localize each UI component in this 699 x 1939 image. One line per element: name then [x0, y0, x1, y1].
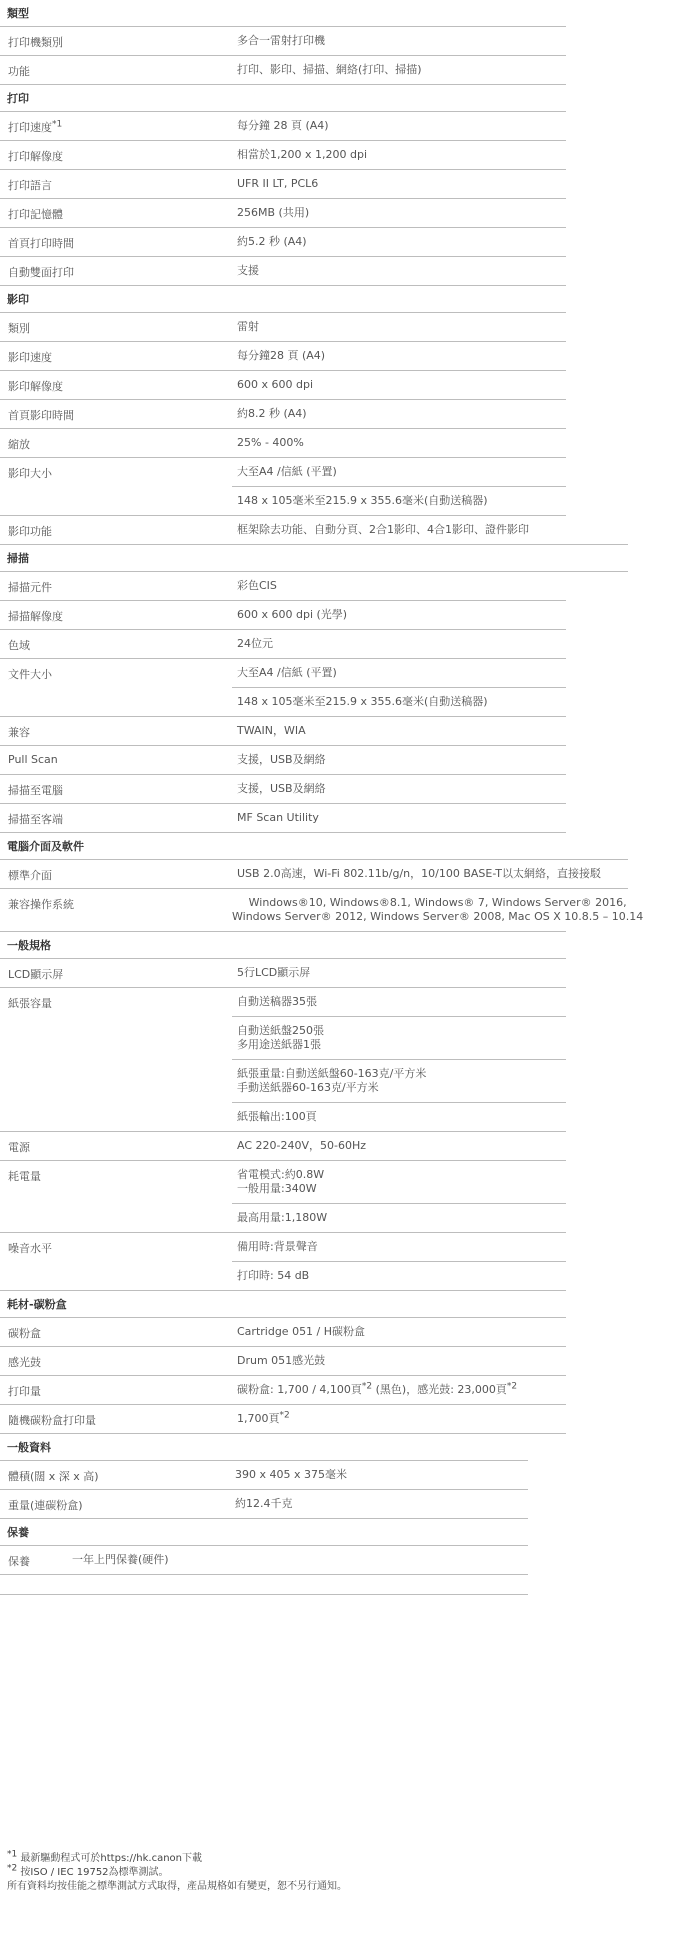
- spec-row: [0, 746, 566, 775]
- spec-row: [0, 601, 566, 630]
- spec-label: 影印解像度: [8, 380, 63, 393]
- spec-label: 自動雙面打印: [8, 266, 74, 279]
- spec-label: 影印大小: [8, 467, 52, 480]
- spec-row: [0, 1318, 566, 1347]
- spec-value: 148 x 105毫米至215.9 x 355.6毫米(自動送稿器): [232, 687, 566, 716]
- spec-label: 類別: [8, 322, 30, 335]
- spec-label: 電源: [8, 1141, 30, 1154]
- spec-value: 彩色CIS: [237, 579, 277, 592]
- footnote-2: $^{*2}$ 按ISO / IEC 19752為標準測試。: [7, 1863, 169, 1878]
- spec-value: Cartridge 051 / H碳粉盒: [237, 1325, 366, 1338]
- spec-value: 框架除去功能、自動分頁、2合1影印、4合1影印、證件影印: [237, 523, 529, 536]
- spec-label: 碳粉盒: [8, 1327, 41, 1340]
- spacer-row: [0, 1575, 528, 1595]
- section-header-copy: 影印: [0, 286, 566, 313]
- spec-label: 保養: [8, 1555, 30, 1568]
- spec-label: 重量(連碳粉盒): [8, 1499, 83, 1512]
- spec-label: 隨機碳粉盒打印量: [8, 1414, 96, 1427]
- spec-label: 打印機類別: [8, 36, 63, 49]
- spec-value: 約8.2 秒 (A4): [237, 407, 307, 420]
- spec-value: 紙張輸出:100頁: [232, 1102, 566, 1131]
- spec-label: 耗電量: [8, 1170, 41, 1183]
- spec-row: [0, 775, 566, 804]
- spec-row: [0, 1490, 528, 1519]
- spec-value: 自動送紙盤250張 多用途送紙器1張: [232, 1016, 566, 1059]
- spec-label: 影印功能: [8, 525, 52, 538]
- spec-label: 首頁打印時間: [8, 237, 74, 250]
- spec-value: 600 x 600 dpi (光學): [237, 608, 348, 621]
- spec-value: 支援: [237, 264, 259, 277]
- footnote-mark: *1: [52, 119, 63, 130]
- spec-value: 148 x 105毫米至215.9 x 355.6毫米(自動送稿器): [232, 486, 566, 515]
- spec-row: [0, 630, 566, 659]
- spec-row: [0, 112, 566, 141]
- spec-label: 打印量: [8, 1385, 41, 1398]
- spec-value: 5行LCD顯示屏: [237, 966, 311, 979]
- spec-row: [0, 717, 566, 746]
- footnote-mark: *2: [361, 1381, 373, 1392]
- spec-label: 縮放: [8, 438, 30, 451]
- spec-row: [0, 1161, 566, 1233]
- spec-row: [0, 516, 628, 545]
- spec-label: 掃描解像度: [8, 610, 63, 623]
- spec-row: [0, 228, 566, 257]
- spec-row: [0, 804, 566, 833]
- spec-label: 功能: [8, 65, 30, 78]
- spec-value: 打印時: 54 dB: [232, 1261, 566, 1290]
- spec-row: [0, 959, 566, 988]
- spec-row: [0, 889, 644, 932]
- spec-label: 掃描至電腦: [8, 784, 63, 797]
- spec-label: 兼容操作系統: [8, 898, 74, 911]
- spec-value: MF Scan Utility: [237, 811, 319, 824]
- spec-value: UFR II LT, PCL6: [237, 177, 319, 190]
- spec-value: 大至A4 /信紙 (平置): [237, 465, 337, 478]
- spec-value: 600 x 600 dpi: [237, 378, 314, 391]
- spec-value: 約5.2 秒 (A4): [237, 235, 307, 248]
- spec-row: [0, 1376, 566, 1405]
- spec-value: 支援，USB及網絡: [237, 782, 326, 795]
- spec-label: 紙張容量: [8, 997, 52, 1010]
- section-header-type: 類型: [0, 0, 566, 27]
- spec-value: 備用時:背景聲音: [237, 1240, 318, 1253]
- spec-value: 相當於1,200 x 1,200 dpi: [237, 148, 368, 161]
- spec-value: Drum 051感光鼓: [237, 1354, 326, 1367]
- spec-value: 256MB (共用): [237, 206, 310, 219]
- section-header-general: 一般規格: [0, 932, 566, 959]
- spec-label: 掃描至客端: [8, 813, 63, 826]
- spec-label: 打印記憶體: [8, 208, 63, 221]
- spec-value: TWAIN，WIA: [237, 724, 306, 737]
- spec-label: 打印語言: [8, 179, 52, 192]
- spec-value: 多合一雷射打印機: [237, 34, 325, 47]
- section-header-consumables: 耗材-碳粉盒: [0, 1291, 566, 1318]
- section-header-general-info: 一般資料: [0, 1434, 528, 1461]
- spec-label: 打印解像度: [8, 150, 63, 163]
- spec-label: 打印速度$^{*1}$: [8, 119, 63, 134]
- spec-value: 紙張重量:自動送紙盤60-163克/平方米 手動送紙器60-163克/平方米: [232, 1059, 566, 1102]
- spec-label: 文件大小: [8, 668, 52, 681]
- spec-row: [0, 988, 566, 1132]
- footnote-1: $^{*1}$ 最新驅動程式可於https://hk.canon下載: [7, 1849, 202, 1864]
- spec-value: 390 x 405 x 375毫米: [235, 1468, 347, 1481]
- spec-label: 標準介面: [8, 869, 52, 882]
- spec-row: [0, 199, 566, 228]
- spec-value: 支援，USB及網絡: [237, 753, 326, 766]
- spec-row: [0, 56, 566, 85]
- spec-value: 打印、影印、掃描、網絡(打印、掃描): [237, 63, 422, 76]
- footnote-mark: *2: [279, 1410, 290, 1421]
- spec-value: 雷射: [237, 320, 259, 333]
- spec-row: [0, 572, 566, 601]
- spec-row: [0, 1347, 566, 1376]
- spec-row: [0, 429, 566, 458]
- spec-row: [0, 1132, 566, 1161]
- spec-value: 大至A4 /信紙 (平置): [237, 666, 337, 679]
- spec-value: 1,700頁$^{*2}$: [237, 1410, 290, 1425]
- spec-row: [0, 1546, 528, 1575]
- spec-row: [0, 170, 566, 199]
- spec-row: [0, 659, 566, 717]
- spec-row: [0, 371, 566, 400]
- spec-value: 碳粉盒: 1,700 / 4,100頁$^{*2}$ (黑色)，感光鼓: 23,000頁$^{*2}$: [237, 1381, 518, 1396]
- spec-row: [0, 27, 566, 56]
- spec-value: AC 220-240V，50-60Hz: [237, 1139, 367, 1152]
- section-header-interface: 電腦介面及軟件: [0, 833, 628, 860]
- spec-value: USB 2.0高速，Wi-Fi 802.11b/g/n，10/100 BASE-T以太網絡，直接接駁: [237, 867, 602, 880]
- spec-label: 噪音水平: [8, 1242, 52, 1255]
- spec-value: 每分鐘28 頁 (A4): [237, 349, 326, 362]
- spec-value: 省電模式:約0.8W 一般用量:340W: [237, 1168, 325, 1195]
- spec-value: Windows®10, Windows®8.1, Windows® 7, Windows Server® 2016, Windows Server® 2012, Windows Server® 2008, Mac OS X 10.8.5 – 10.14: [232, 896, 644, 923]
- spec-label: 體積(闊 x 深 x 高): [8, 1470, 99, 1483]
- spec-label: 色域: [8, 639, 30, 652]
- spec-value: 24位元: [237, 637, 273, 650]
- section-header-warranty: 保養: [0, 1519, 528, 1546]
- spec-row: [0, 313, 566, 342]
- footnote-disclaimer: 所有資料均按佳能之標準測試方式取得，產品規格如有變更，恕不另行通知。: [7, 1881, 347, 1892]
- spec-row: [0, 458, 566, 516]
- spec-row: [0, 860, 628, 889]
- spec-row: [0, 1233, 566, 1291]
- spec-value: 自動送稿器35張: [237, 995, 317, 1008]
- spec-label: 兼容: [8, 726, 30, 739]
- spec-value: 約12.4千克: [235, 1497, 293, 1510]
- spec-label: Pull Scan: [8, 753, 58, 766]
- spec-value: 每分鐘 28 頁 (A4): [237, 119, 329, 132]
- spec-label: LCD顯示屏: [8, 968, 64, 981]
- spec-value: 一年上門保養(硬件): [72, 1553, 169, 1566]
- spec-row: [0, 1405, 566, 1434]
- spec-row: [0, 342, 566, 371]
- section-header-scan: 掃描: [0, 545, 628, 572]
- spec-row: [0, 1461, 528, 1490]
- spec-row: [0, 141, 566, 170]
- spec-label: 感光鼓: [8, 1356, 41, 1369]
- footnotes: [7, 1849, 347, 1894]
- spec-label: 掃描元件: [8, 581, 52, 594]
- section-header-print: 打印: [0, 85, 566, 112]
- spec-value: 最高用量:1,180W: [232, 1203, 566, 1232]
- spec-row: [0, 257, 566, 286]
- footnote-mark: *2: [506, 1381, 518, 1392]
- spec-row: [0, 400, 566, 429]
- spec-label: 影印速度: [8, 351, 52, 364]
- spec-value: 25% - 400%: [237, 436, 304, 449]
- spec-label: 首頁影印時間: [8, 409, 74, 422]
